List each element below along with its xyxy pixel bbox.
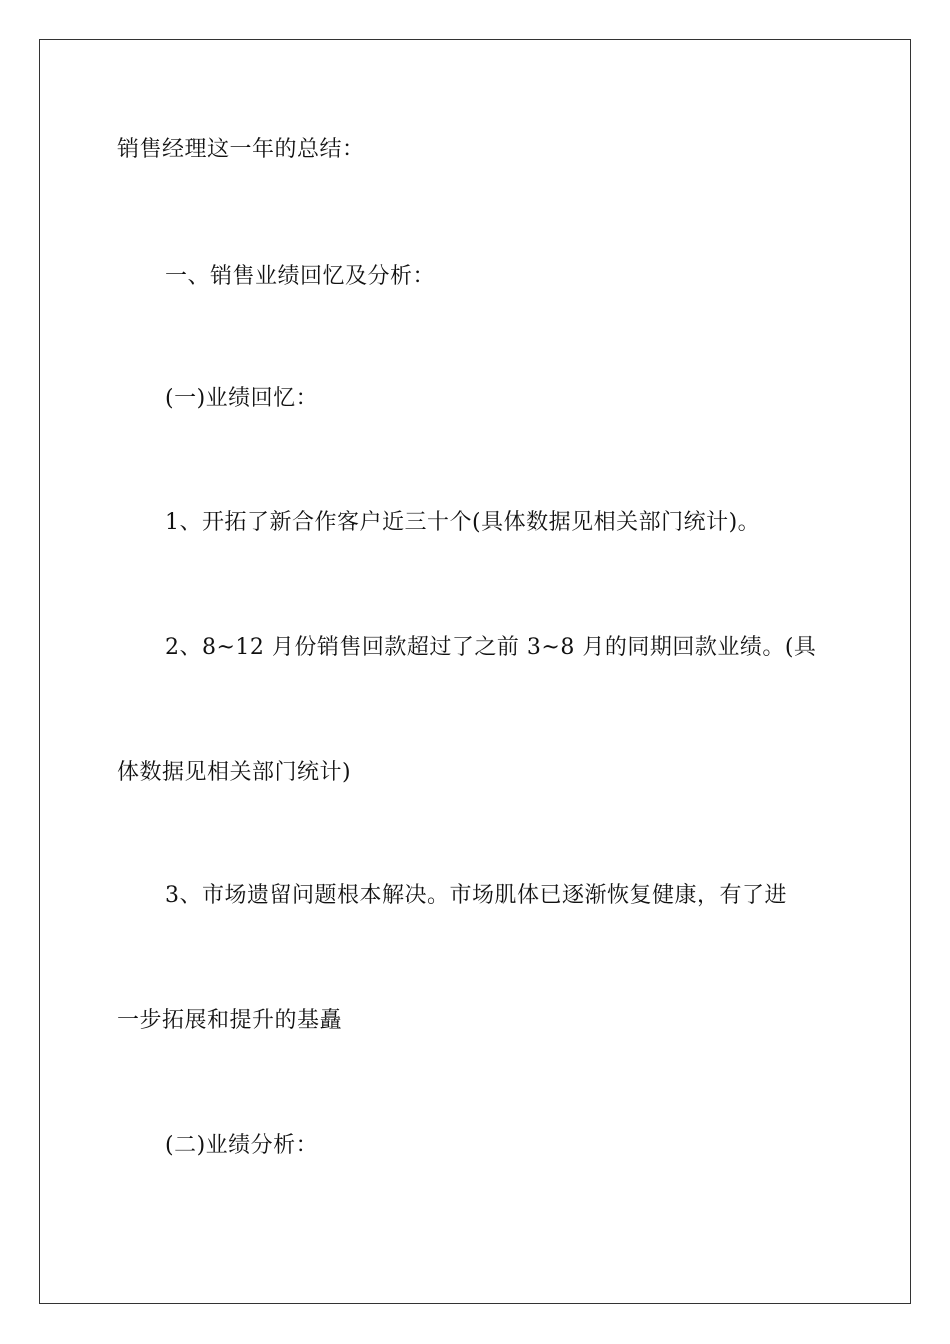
section-heading: 一、销售业绩回忆及分析： — [165, 264, 436, 289]
document-title: 销售经理这一年的总结： — [117, 137, 365, 162]
paragraph-line: 体数据见相关部门统计) — [117, 760, 352, 785]
paragraph-line: 3、市场遗留问题根本解决。市场肌体已逐渐恢复健康，有了进 — [165, 883, 787, 908]
subsection-heading: (二)业绩分析： — [165, 1133, 319, 1158]
page-border — [39, 39, 911, 1304]
paragraph-line: 1、开拓了新合作客户近三十个(具体数据见相关部门统计)。 — [165, 510, 761, 535]
subsection-heading: (一)业绩回忆： — [165, 386, 319, 411]
paragraph-line: 一步拓展和提升的基矗 — [117, 1008, 343, 1033]
paragraph-line: 2、8~12 月份销售回款超过了之前 3~8 月的同期回款业绩。(具 — [165, 635, 817, 660]
